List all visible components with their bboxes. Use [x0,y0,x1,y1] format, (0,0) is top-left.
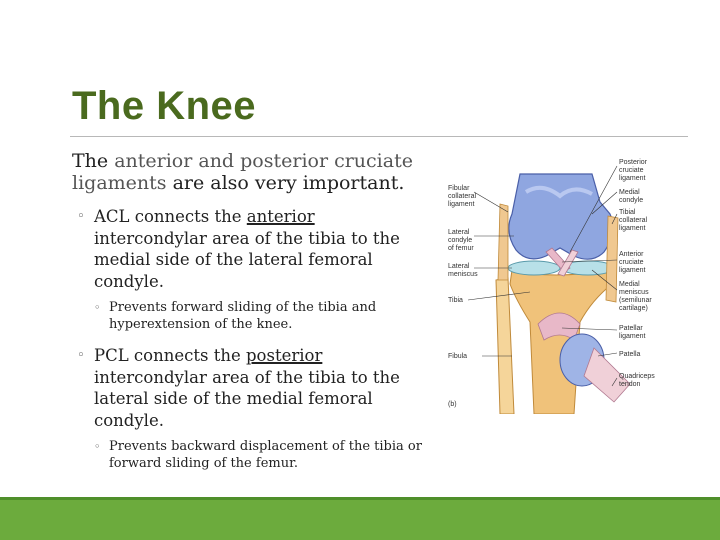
pcl-sub-bullet-marker: ◦ [94,440,101,453]
label-fibular: Fibular [448,185,470,192]
intro-paragraph [72,150,432,194]
label-semilunar: (semilunar [619,297,652,304]
lateral-meniscus [508,261,560,275]
pcl-sub-bullet [94,438,432,472]
title-divider [70,136,688,137]
label-lateral-condyle: condyle [448,237,473,244]
label-medial: Medial [619,189,640,196]
pcl-sub-text: Prevents backward displacement of the tibia or forward sliding of the femur. [109,439,422,471]
slide-body [72,150,432,472]
label-medial-meniscus: meniscus [619,289,649,296]
slide-title: The Knee [72,84,257,128]
label-tibial: Tibial [619,209,636,216]
acl-bullet-marker: ◦ [77,209,85,224]
label-patellar: Patellar [619,325,643,332]
label-posterior: Posterior [619,159,648,166]
label-fibular-collateral: collateral [448,193,477,200]
label-patella: Patella [619,351,641,358]
label-patellar-ligament: ligament [619,333,646,340]
label-tibial-ligament: ligament [619,225,646,232]
label-lateral-2: Lateral [448,263,470,270]
acl-suffix: intercondylar area of the tibia to the medial side of the lateral femoral condyle. [94,228,400,291]
femur-shape [509,174,613,259]
acl-sub-text: Prevents forward sliding of the tibia and hyperextension of the knee. [109,300,377,332]
pcl-bullet-marker: ◦ [77,348,85,363]
fibula-shape [496,278,514,414]
label-of-femur: of femur [448,245,474,252]
acl-prefix: ACL connects the [94,207,247,226]
fibular-collateral-ligament [498,204,508,280]
label-cartilage: cartilage) [619,305,648,312]
acl-sub-bullet-marker: ◦ [94,301,101,314]
label-quadriceps-tendon: tendon [619,381,641,388]
label-anterior-ligament: ligament [619,267,646,274]
label-quadriceps: Quadriceps [619,373,655,380]
acl-sub-bullet [94,299,432,333]
label-tibia: Tibia [448,297,463,304]
pcl-suffix: intercondylar area of the tibia to the lateral side of the medial femoral condyle. [94,367,400,430]
label-posterior-cruciate: cruciate [619,167,644,174]
label-tibial-collateral: collateral [619,217,648,224]
acl-bullet [77,206,432,292]
label-panel-b: (b) [448,401,457,408]
label-posterior-ligament: ligament [619,175,646,182]
label-lateral: Lateral [448,229,470,236]
label-fibula: Fibula [448,353,468,360]
label-anterior: Anterior [619,251,644,258]
label-fibular-ligament: ligament [448,201,475,208]
label-medial-2: Medial [619,281,640,288]
intro-prefix: The [72,150,115,172]
acl-underlined: anterior [246,207,315,226]
label-lateral-meniscus: meniscus [448,271,478,278]
pcl-prefix: PCL connects the [94,346,246,365]
knee-anatomy-figure [442,152,690,414]
intro-highlight: anterior and posterior cruciate ligaments [72,150,413,194]
intro-suffix: are also very important. [166,172,405,194]
label-anterior-cruciate: cruciate [619,259,644,266]
label-medial-condyle: condyle [619,197,644,204]
pcl-bullet [77,345,432,431]
footer-bar [0,500,720,540]
pcl-underlined: posterior [245,346,323,365]
